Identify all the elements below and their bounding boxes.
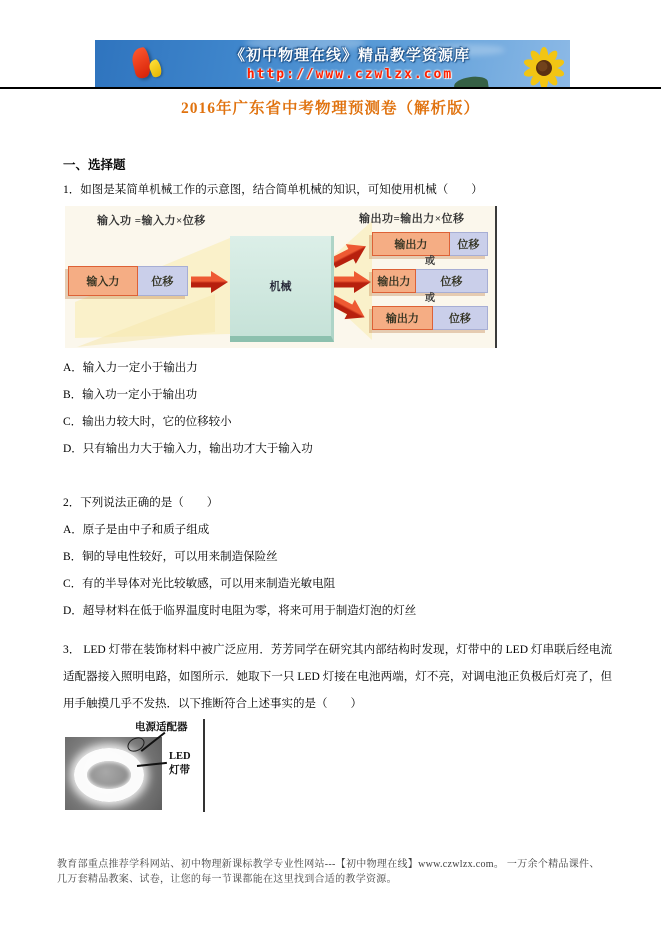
question-1-option-b: B．输入功一定小于输出功 <box>63 389 198 401</box>
output-displacement-cell: 位移 <box>450 232 488 256</box>
banner-site-url-link[interactable]: http://www.czwlzx.com <box>246 67 454 82</box>
led-strip-photo <box>65 737 162 810</box>
question-3-text: 3． LED 灯带在装饰材料中被广泛应用．芳芳同学在研究其内部结构时发现，灯带中的 LED 灯串联后经电流适配器接入照明电路，如图所示．她取下一只 LED 灯接在电池两端，灯不亮，对调电池正负极后灯亮了，但用手触摸几乎不发热．以下推断符合上述事实的是（ ） <box>63 644 612 710</box>
or-label: 或 <box>425 256 435 267</box>
output-displacement-cell: 位移 <box>433 306 488 330</box>
site-banner <box>95 40 570 87</box>
led-strip-label-line1: LED <box>169 751 191 762</box>
question-2-option-b: B．铜的导电性较好，可以用来制造保险丝 <box>63 551 278 563</box>
banner-site-name: 《初中物理在线》精品教学资源库 <box>229 47 470 64</box>
led-strip-label-line2: 灯带 <box>169 765 190 776</box>
question-1-options <box>63 355 313 463</box>
simple-machine-diagram <box>65 206 497 348</box>
output-row-3 <box>372 306 488 330</box>
footer-promo-text <box>57 857 609 887</box>
output-work-formula: 输出功=输出力×位移 <box>359 213 465 225</box>
led-strip-label <box>169 750 191 778</box>
or-label: 或 <box>425 293 435 304</box>
footer-line-2: 几万套精品教案、试卷，让您的每一节课都能在这里找到合适的教学资源。 <box>57 874 397 885</box>
output-force-cell: 输出力 <box>372 306 433 330</box>
question-2-option-a: A．原子是由中子和质子组成 <box>63 524 210 536</box>
section-heading: 一、选择题 <box>63 158 126 172</box>
question-2-option-d: D．超导材料在低于临界温度时电阻为零，将来可用于制造灯泡的灯丝 <box>63 605 417 617</box>
input-work-formula: 输入功 =输入力×位移 <box>97 215 206 227</box>
question-1-text: 1．如图是某简单机械工作的示意图，结合简单机械的知识，可知使用机械（ ） <box>63 184 483 196</box>
figure-border-line <box>203 719 205 812</box>
footer-line-1: 教育部重点推荐学科网站、初中物理新课标教学专业性网站---【初中物理在线】www.czwlzx.com。 一万余个精品课件、 <box>57 859 600 870</box>
input-row <box>68 266 188 296</box>
question-2-option-c: C．有的半导体对光比较敏感，可以用来制造光敏电阻 <box>63 578 336 590</box>
site-logo-icon-accent <box>147 59 164 79</box>
led-strip-figure <box>65 719 275 812</box>
output-displacement-cell: 位移 <box>416 269 488 293</box>
question-1-option-c: C．输出力较大时，它的位移较小 <box>63 416 232 428</box>
led-ring-icon <box>74 748 144 802</box>
output-force-cell: 输出力 <box>372 232 450 256</box>
power-adapter-label: 电源适配器 <box>135 722 188 733</box>
question-2-block <box>63 490 416 625</box>
sunflower-icon <box>520 46 566 87</box>
output-row-1 <box>372 232 488 256</box>
question-1-option-d: D．只有输出力大于输入力，输出功才大于输入功 <box>63 443 313 455</box>
output-force-cell: 输出力 <box>372 269 416 293</box>
machine-box: 机械 <box>230 236 334 342</box>
question-1-option-a: A．输入力一定小于输出力 <box>63 362 198 374</box>
banner-divider <box>0 87 661 89</box>
question-2-text: 2．下列说法正确的是（ ） <box>63 497 219 509</box>
input-displacement-cell: 位移 <box>138 266 188 296</box>
page-title: 2016年广东省中考物理预测卷（解析版） <box>180 100 480 117</box>
output-row-2 <box>372 269 488 293</box>
input-force-cell: 输入力 <box>68 266 138 296</box>
